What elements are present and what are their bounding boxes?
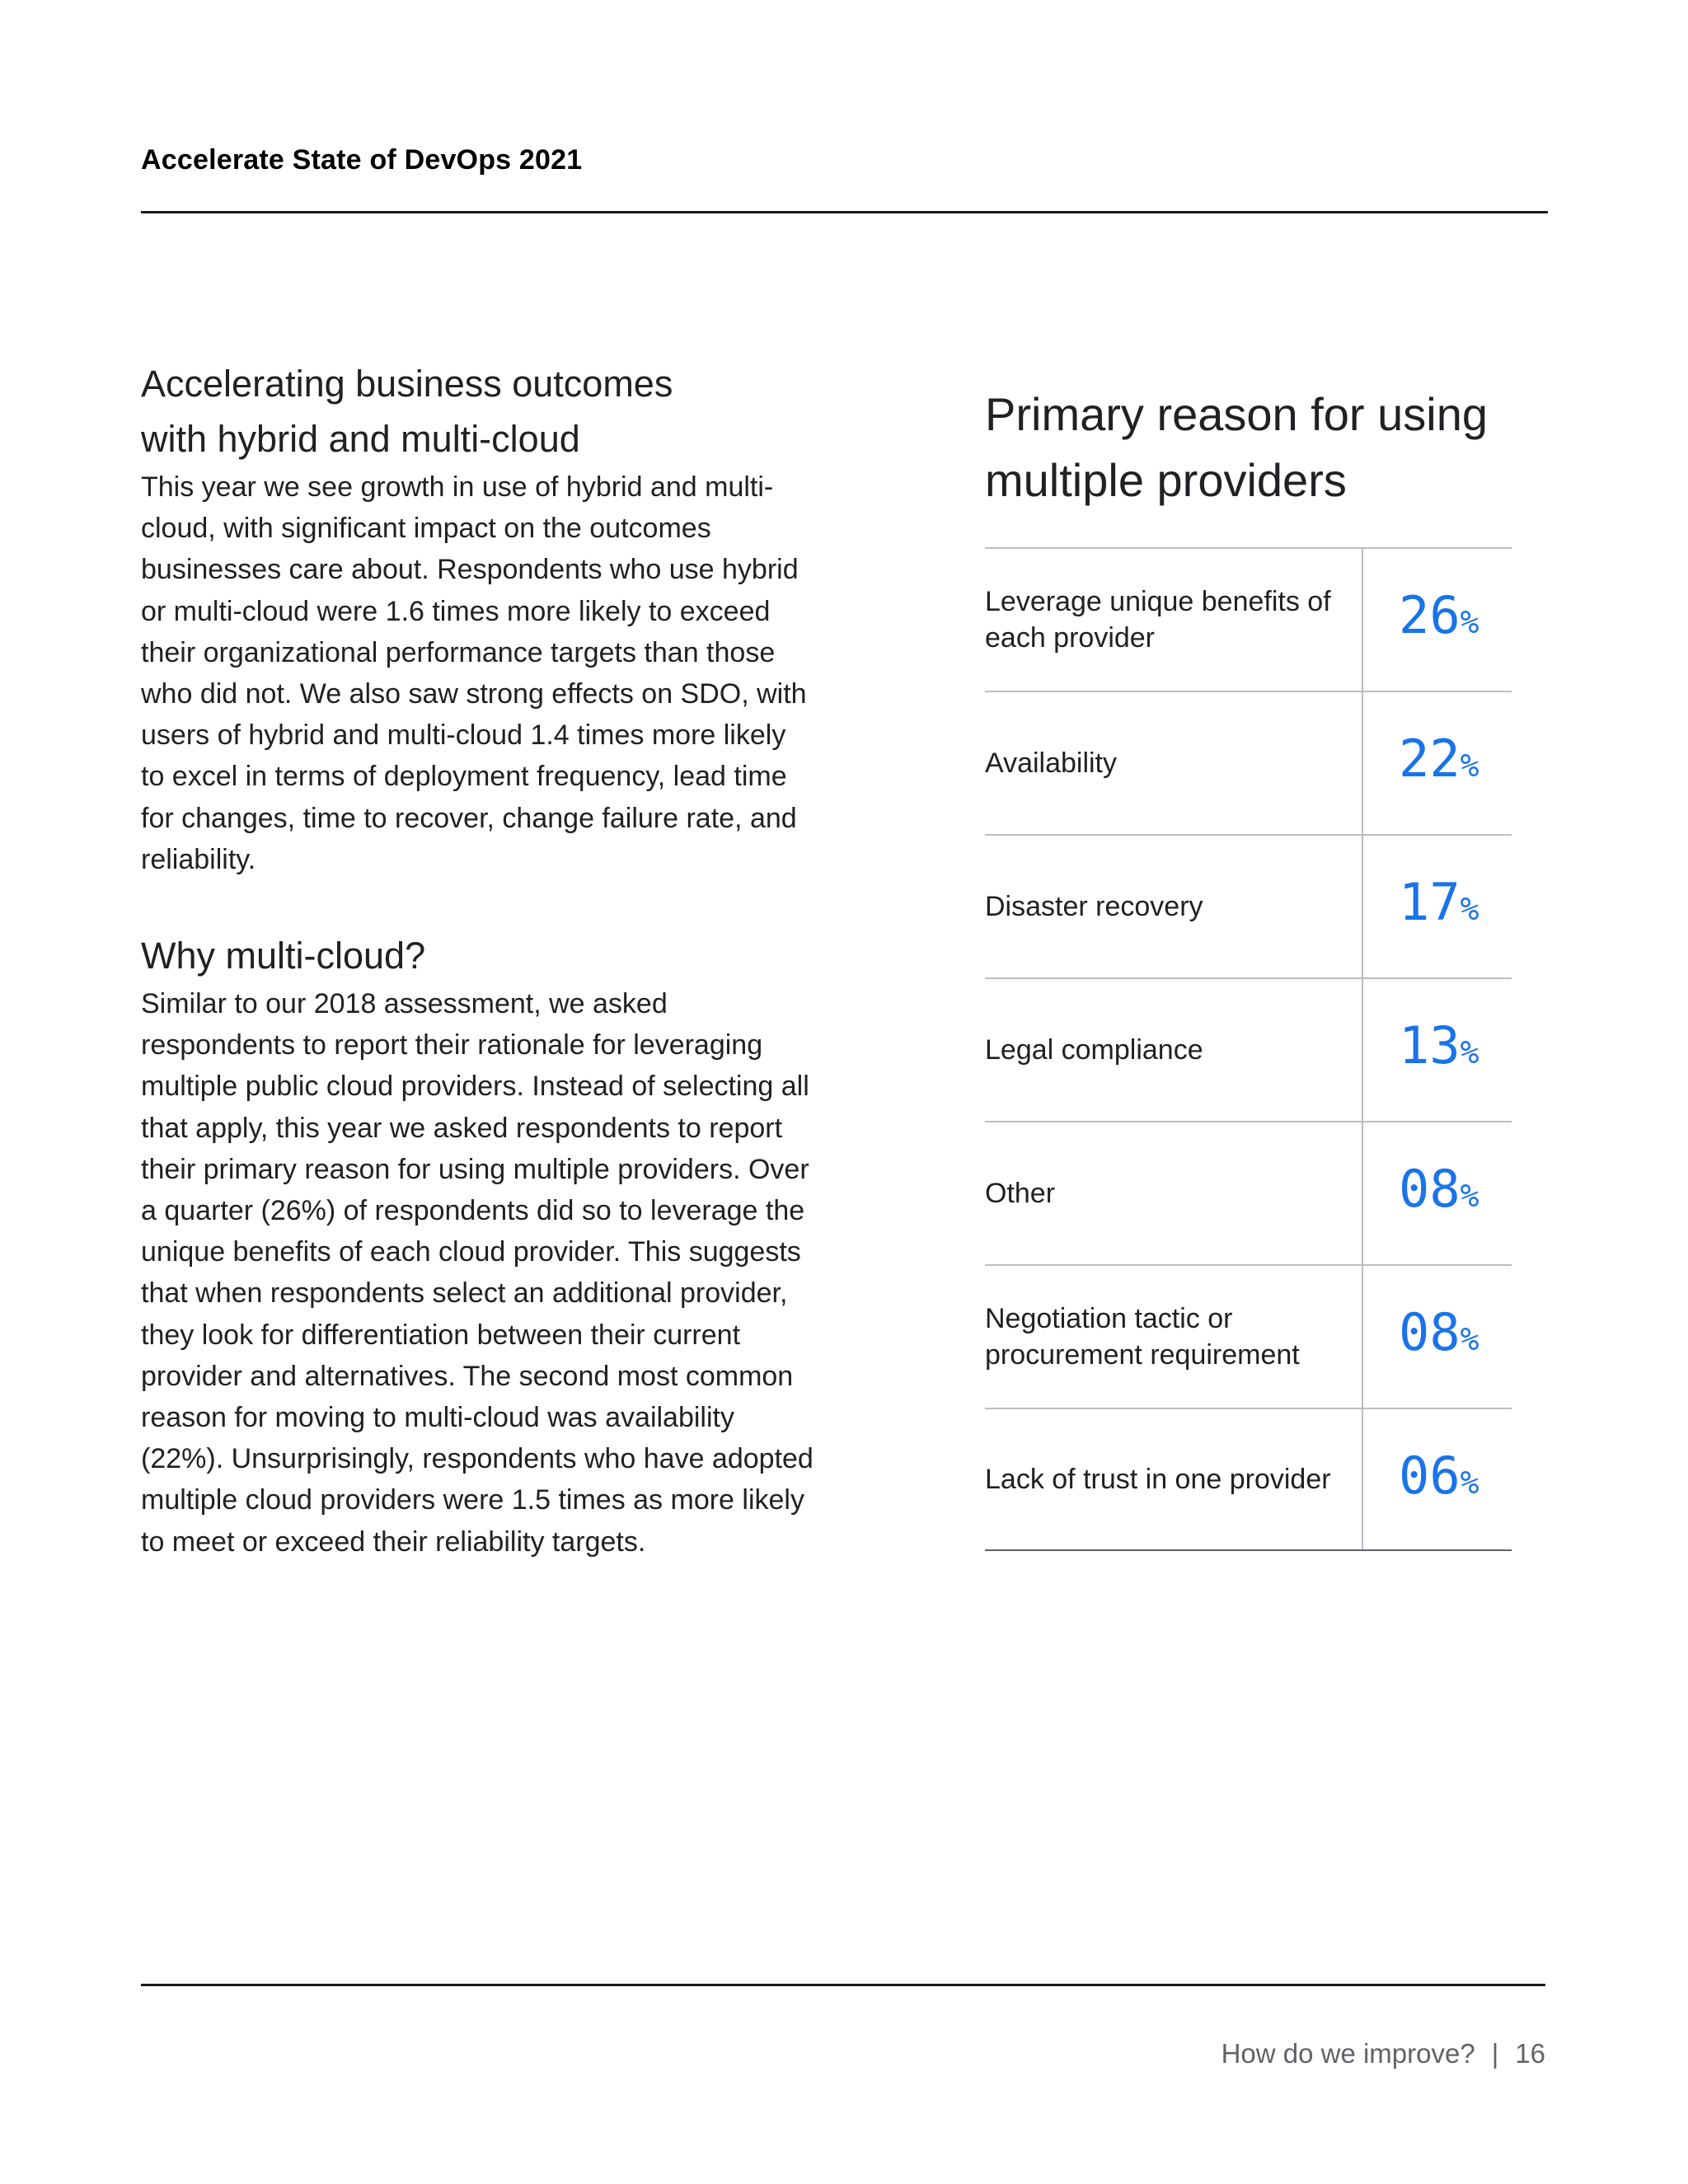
reason-label: Other [985, 1178, 1056, 1209]
reason-label: Disaster recovery [985, 891, 1203, 922]
column-divider [1362, 979, 1363, 1121]
percent-sign: % [1460, 891, 1479, 927]
page-footer [1221, 2038, 1545, 2069]
percentage-number: 08 [1399, 1159, 1461, 1219]
percentage-number: 26 [1399, 585, 1461, 645]
column-divider [1362, 836, 1363, 977]
table-row [985, 547, 1512, 691]
reason-label: Negotiation tactic or procurement requirement [985, 1303, 1300, 1371]
table-row [985, 834, 1512, 977]
section-why-multi-cloud [141, 928, 817, 1563]
section-business-outcomes [141, 356, 817, 880]
reason-label: Lack of trust in one provider [985, 1464, 1331, 1495]
chart-title: Primary reason for using multiple providers [985, 388, 1489, 506]
footer-divider [141, 1984, 1545, 1986]
percent-sign: % [1460, 1034, 1479, 1071]
column-divider [1362, 1122, 1363, 1264]
column-divider [1362, 692, 1363, 834]
footer-separator: | [1491, 2038, 1499, 2069]
reason-percentage [1399, 1017, 1479, 1081]
header-divider [141, 211, 1548, 213]
page-number: 16 [1515, 2038, 1545, 2069]
reason-percentage [1399, 1160, 1479, 1225]
table-row [985, 1408, 1512, 1551]
percentage-number: 06 [1399, 1446, 1461, 1506]
reason-percentage [1399, 1447, 1479, 1511]
percent-sign: % [1460, 1321, 1479, 1357]
percentage-number: 17 [1399, 872, 1461, 932]
section-heading [141, 356, 817, 466]
column-divider [1362, 1266, 1363, 1408]
reasons-table [985, 547, 1512, 1551]
section-heading-line-2: with hybrid and multi-cloud [141, 418, 580, 460]
table-row [985, 691, 1512, 834]
percent-sign: % [1460, 604, 1479, 640]
document-header-title: Accelerate State of DevOps 2021 [141, 144, 583, 176]
percentage-number: 13 [1399, 1015, 1461, 1076]
reason-percentage [1399, 587, 1479, 651]
percentage-number: 08 [1399, 1302, 1461, 1362]
footer-section-title: How do we improve? [1221, 2038, 1475, 2069]
section-heading: Why multi-cloud? [141, 935, 426, 977]
table-row [985, 1264, 1512, 1408]
section-body-text: Similar to our 2018 assessment, we asked respondents to report their rationale for leveraging multiple public cloud providers. Instead of selecting all that apply, this year we asked respondents to report their primary reason for using multiple providers. Over a quarter (26%) of respondents did so to leverage the unique benefits of each cloud provider. This suggests that when respondents select an additional provider, they look for differentiation between their current provider and alternatives. The second most common reason for moving to multi-cloud was availability (22%). Unsurprisingly, respondents who have adopted multiple cloud providers were 1.5 times as more likely to meet or exceed their reliability targets. [141, 988, 814, 1558]
percent-sign: % [1460, 1465, 1479, 1501]
reason-label: Leverage unique benefits of each provider [985, 586, 1331, 654]
section-heading-line-1: Accelerating business outcomes [141, 363, 673, 405]
table-row [985, 1121, 1512, 1264]
percentage-number: 22 [1399, 729, 1461, 789]
percent-sign: % [1460, 1178, 1479, 1214]
reason-percentage [1399, 730, 1479, 794]
percent-sign: % [1460, 748, 1479, 784]
table-row [985, 977, 1512, 1121]
reason-label: Availability [985, 748, 1118, 779]
reason-percentage [1399, 874, 1479, 938]
column-divider [1362, 1409, 1363, 1549]
reason-percentage [1399, 1304, 1479, 1368]
section-body-text: This year we see growth in use of hybrid and multi-cloud, with significant impact on the outcomes businesses care about. Respondents who use hybrid or multi-cloud were 1.6 times more likely to exceed their organizational performance targets than those who did not. We also saw strong effects on SDO, with users of hybrid and multi-cloud 1.4 times more likely to excel in terms of deployment frequency, lead time for changes, time to recover, change failure rate, and reliability. [141, 471, 807, 875]
column-divider [1362, 549, 1363, 691]
reason-label: Legal compliance [985, 1034, 1203, 1066]
